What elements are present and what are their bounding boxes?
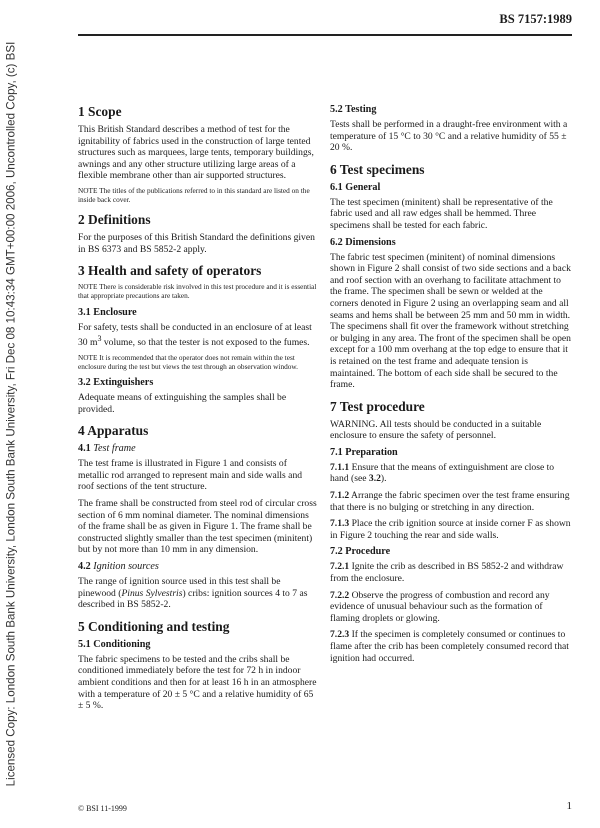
section-test-procedure — [330, 399, 572, 665]
note: NOTE It is recommended that the operator does not remain within the test enclosure during the test but views the test through an observation window. — [78, 352, 299, 371]
section-conditioning — [78, 619, 318, 712]
subsection-heading — [78, 561, 318, 573]
section-health-safety — [78, 263, 318, 415]
copyright-footer: © BSI 11-1999 — [78, 804, 127, 813]
clause-number: 7.1.1 — [330, 461, 350, 473]
paragraph: The test frame is illustrated in Figure 1 and consists of metallic rod arranged to represent main and side walls and roof sections of the tent structure. — [78, 458, 303, 493]
section-heading: 1 Scope — [78, 104, 122, 119]
paragraph: The frame shall be constructed from steel rod of circular cross section of 6 mm nominal diameter. The nominal dimensions of the frame shall be as given in Figure 1. The frame shall be constructed slightly smaller than the test specimen (minitent) but by not more than 10 mm in any dimension. — [78, 498, 317, 556]
clause — [330, 590, 572, 625]
section-heading: 2 Definitions — [78, 212, 151, 228]
subsection-number: 4.1 — [78, 443, 91, 455]
clause — [330, 490, 572, 513]
paragraph: Tests shall be performed in a draught-free environment with a temperature of 15 °C to 30 °C and a relative humidity of 55 ± 20 %. — [330, 119, 568, 154]
subsection-heading: 3.2 Extinguishers — [78, 377, 154, 389]
text-run: Arrange the fabric specimen over the test frame ensuring that there is no bulging or stretching in any direction. — [330, 490, 570, 513]
warning-paragraph: WARNING. All tests should be conducted in a suitable enclosure to ensure the safety of personnel. — [330, 418, 542, 442]
text-run: The range of ignition source used in this test shall be pinewood ( — [78, 576, 281, 599]
section-heading: 5 Conditioning and testing — [78, 618, 230, 634]
clause — [330, 518, 572, 541]
subsection-label: Ignition sources — [93, 561, 159, 573]
subsection-heading: 3.1 Enclosure — [78, 306, 137, 318]
text-run: Ensure that the means of extinguishment are close to hand (see — [330, 461, 555, 485]
watermark-text: Licensed Copy: London South Bank University, London South Bank University, Fri Dec 08 10:43:34 GMT+00:00 2006, Uncontrolled Copy, (c) BSI — [4, 41, 18, 787]
section-heading: 4 Apparatus — [78, 423, 149, 439]
document-code: BS 7157:1989 — [499, 12, 572, 26]
clause — [330, 629, 572, 664]
section-heading: 3 Health and safety of operators — [78, 263, 262, 279]
italic-text: Pinus Sylvestris — [121, 587, 183, 599]
note: NOTE There is considerable risk involved in this test procedure and it is essential that appropriate precautions are taken. — [78, 282, 317, 300]
clause — [330, 462, 572, 485]
license-watermark — [2, 0, 20, 828]
left-column — [78, 104, 318, 720]
clause-reference: 3.2 — [368, 473, 381, 485]
header-rule — [78, 34, 572, 36]
text-run: Place the crib ignition source at inside corner F as shown in Figure 2 touching the rear and side walls. — [330, 518, 571, 541]
clause-number: 7.1.3 — [330, 518, 350, 530]
subsection-label: Test frame — [93, 443, 136, 455]
subsection-number: 4.2 — [78, 561, 91, 573]
note: NOTE The titles of the publications referred to in this standard are listed on the inside back cover. — [78, 185, 310, 204]
text-run: volume, so that the tester is not exposed to the fumes. — [101, 337, 310, 349]
subsection-heading: 7.2 Procedure — [330, 546, 391, 558]
section-heading: 7 Test procedure — [330, 398, 425, 414]
clause-number: 7.2.2 — [330, 589, 350, 601]
paragraph: Adequate means of extinguishing the samples shall be provided. — [78, 392, 287, 415]
clause — [330, 561, 572, 584]
subsection-heading: 6.1 General — [330, 181, 381, 193]
section-definitions — [78, 212, 318, 255]
section-apparatus — [78, 423, 318, 611]
text-run: For safety, tests shall be conducted in an enclosure of at least 30 m — [78, 321, 312, 349]
section-testing — [330, 104, 572, 154]
text-run: ). — [380, 473, 387, 485]
subsection-heading: 5.2 Testing — [330, 104, 377, 115]
clause-number: 7.1.2 — [330, 490, 350, 502]
subsection-heading: 6.2 Dimensions — [330, 236, 396, 248]
subsection-heading: 7.1 Preparation — [330, 446, 398, 458]
text-run: Ignite the crib as described in BS 5852-2 and withdraw from the enclosure. — [330, 561, 564, 585]
superscript: 3 — [97, 334, 102, 344]
paragraph — [78, 576, 318, 611]
paragraph: The fabric test specimen (minitent) of nominal dimensions shown in Figure 2 shall consist of two side sections and a back and roof section with an overhang to facilitate attachment to the frame. The specimen shall be sewn or welded at the corners denoted in Figure 2 using an overlapping seam and all seams and hems shall be between 25 mm and 50 mm in width. The specimens shall fit over the framework without stretching or bulging in any area. The front of the specimen shall be open except for a 100 mm overhang at the top edge to ensure that it is retained on the test frame and adequate tension is maintained. The bottom of each side shall be secured to the frame. — [330, 251, 571, 391]
text-run: Observe the progress of combustion and record any evidence of unusual behaviour such as the formation of flaming droplets or glowing. — [330, 589, 550, 624]
page-number: 1 — [566, 800, 572, 812]
subsection-heading: 5.1 Conditioning — [78, 638, 151, 650]
section-test-specimens — [330, 162, 572, 391]
section-scope — [78, 104, 318, 204]
paragraph: The fabric specimens to be tested and the cribs shall be conditioned immediately before the test for 72 h in indoor ambient conditions and then for at least 16 h in an atmosphere with a temperature of 20 ± 5 °C and a relative humidity of 65 ± 5 %. — [78, 653, 317, 712]
clause-number: 7.2.1 — [330, 561, 350, 573]
text-run: If the specimen is completely consumed or continues to flame after the crib has been completely consumed record that ignition had occurred. — [330, 629, 569, 664]
paragraph: For the purposes of this British Standard the definitions given in BS 6373 and BS 5852-2 apply. — [78, 232, 315, 255]
text-run: ) cribs: ignition sources 4 to 7 as described in BS 5852-2. — [78, 587, 308, 611]
paragraph — [78, 322, 318, 349]
paragraph: This British Standard describes a method of test for the ignitability of fabrics used in the construction of large tented structures such as marquees, large tents, temporary buildings, awnings and any other structure utilizing large areas of a flexible membrane other than air supported structures. — [78, 124, 314, 182]
section-heading: 6 Test specimens — [330, 161, 425, 177]
clause-number: 7.2.3 — [330, 629, 350, 641]
right-column — [330, 104, 572, 672]
paragraph: The test specimen (minitent) shall be representative of the fabric used and all raw edges shall be hemmed. Three specimens shall be tested for each fabric. — [330, 196, 553, 231]
subsection-heading — [78, 443, 318, 455]
